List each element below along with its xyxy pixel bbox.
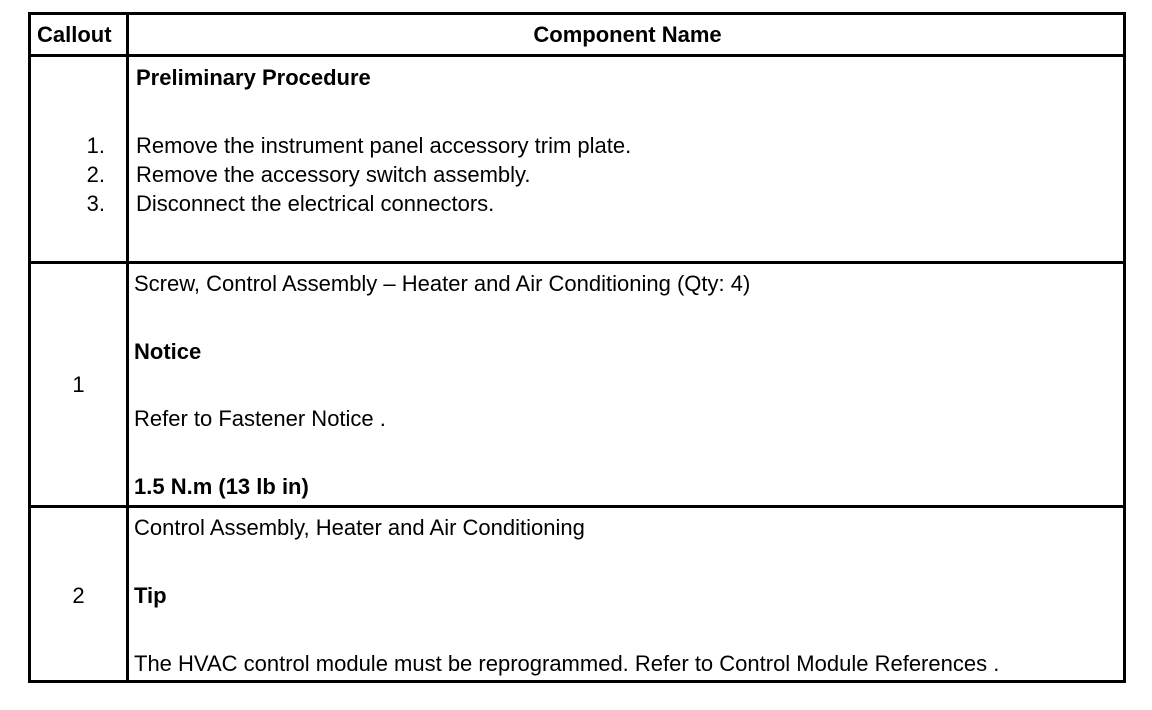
step-number: 3. [86,191,105,216]
component-table [28,12,1126,683]
torque-spec: 1.5 N.m (13 lb in) [134,474,309,499]
component-name: Screw, Control Assembly – Heater and Air Conditioning (Qty: 4) [134,271,751,296]
component-name: Control Assembly, Heater and Air Conditioning [134,515,585,540]
preliminary-procedure-title: Preliminary Procedure [136,65,371,90]
notice-heading: Notice [134,339,202,364]
notice-text: Refer to Fastener Notice . [134,406,386,431]
step-number: 1. [86,133,105,158]
row-divider-header [31,54,1123,57]
tip-text: The HVAC control module must be reprogrammed. Refer to Control Module References . [134,651,1000,676]
step-text: Remove the instrument panel accessory trim plate. [136,133,632,158]
column-divider [126,15,129,680]
step-text: Remove the accessory switch assembly. [136,162,531,187]
tip-heading: Tip [134,583,167,608]
callout-number: 1 [72,372,85,397]
step-text: Disconnect the electrical connectors. [136,191,495,216]
row-divider-preliminary [31,261,1123,264]
header-component-name: Component Name [533,22,722,47]
step-number: 2. [86,162,105,187]
row-divider-row1 [31,505,1123,508]
header-callout: Callout [37,22,112,47]
callout-number: 2 [72,583,85,608]
